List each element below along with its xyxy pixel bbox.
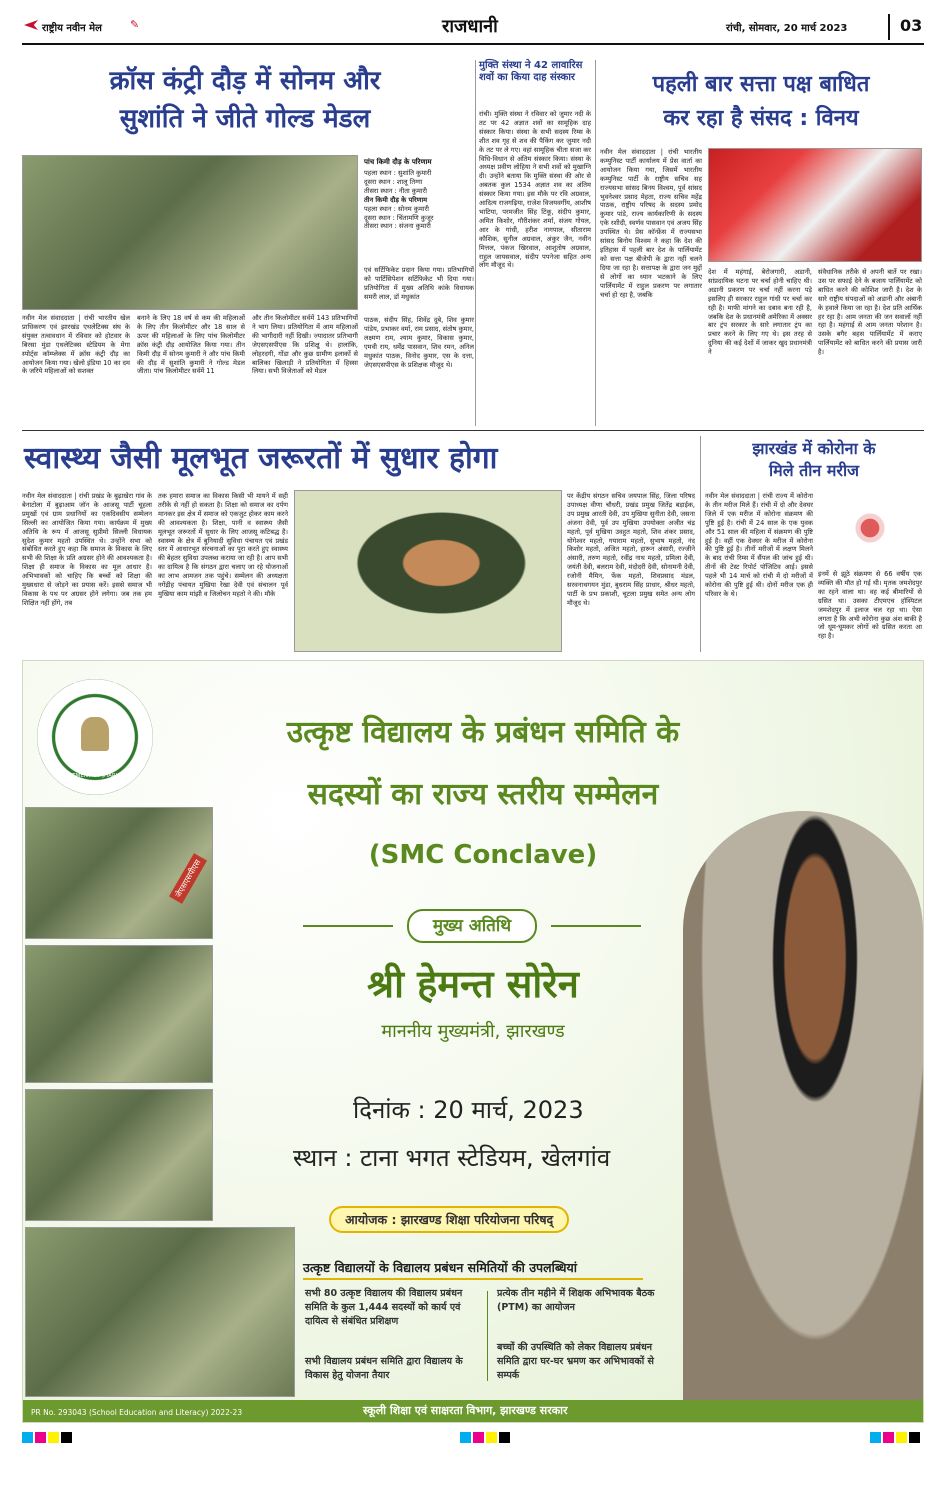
registration-swatch	[883, 1432, 894, 1443]
registration-swatch	[35, 1432, 46, 1443]
registration-swatch	[61, 1432, 72, 1443]
ornament-right	[551, 925, 641, 927]
guest-title: माननीय मुख्यमंत्री, झारखण्ड	[381, 1021, 565, 1042]
story4-col1: नवीन मेल संवाददाता | रांची प्रखंड के बुढ़ाखेरा गांव के बेनाटोला में बुढ़ाआम जॉन के आजसू पार्टी चूहला प्रमुखों एवं ग्राम प्रधानियों का एकदिवसीय सम्मेलन सिल्ली का आयोजित किया गया। कार्यक्रम में मुख्य अतिथि के रूप में आजसू सुप्रीमो सिल्ली विधायक सुदेश कुमार महतो उपस्थित थे। उन्होंने सभा को संबोधित करते हुए कहा कि समाज के विकास के लिए सभी की शिक्षा के प्रति अग्रसर होने की आवश्यकता है। शिक्षा ही समाज के विकास का मूल आधार है। अभिभावकों को चाहिए कि बच्चों को शिक्षा की मुख्यधारा से जोड़ने का प्रयास करें। इससे समाज भी विकास के पथ पर अग्रसर होने लगेगा। जब तक हम शिक्षित नहीं होंगे, तब	[22, 492, 152, 607]
result-item: पहला स्थान : सुशांति कुमारी	[364, 169, 432, 177]
achievement-divider	[487, 1291, 488, 1381]
result-item: दूसरा स्थान : चिंतामणि कुजूर	[364, 213, 434, 222]
story3-col2: देश में महंगाई, बेरोजगारी, अडानी, सांप्रदायिक घटना पर चर्चा होनी चाहिए थी। अडानी प्रकरण पर चर्चा नहीं करना पड़े इसलिए ही सरकार राहुल गांधी पर चर्चा कर रही है। माफी मांगने का दबाव बना रही है, जबकि देश के प्रधानमंत्री अमेरिका में अक्सर बार ट्रंप सरकार के सारे लगातार ट्रंप का प्रचार करने के लिए गए थे। इस तरह से दुनिया की कई देशों में जाकर खुद प्रधानमंत्री ने	[708, 268, 812, 357]
registration-swatch	[486, 1432, 497, 1443]
achievements-rule	[303, 1278, 643, 1280]
registration-swatch	[896, 1432, 907, 1443]
result-item: तीसरा स्थान : संजना कुमारी	[364, 222, 431, 231]
ornament-left	[303, 925, 393, 927]
story5-headline	[705, 438, 923, 482]
ad-subtitle: (SMC Conclave)	[368, 840, 598, 870]
story5-headline-line2: मिले तीन मरीज	[769, 461, 859, 480]
registration-marks	[22, 1432, 924, 1446]
story1-col3: और तीन किलोमीटर सर्वमें 143 प्रतिभागियों ने भाग लिया। प्रतियोगिता में आम महिलाओं की भागीदारी नहीं दिखी। ज्यादातर प्रतिभागी जेएसएसपीएस कि प्रशिक्षु थे। हालांकि, लोहरदगी, गोंडा और कुछ ग्रामीण इलाकों से बालिका खिलाड़ी ने प्रतियोगिता में हिस्सा लिया। सभी विजेताओं को मेडल	[252, 314, 358, 376]
emblem-ring-text: DEPARTMENT OF JHARKHAND	[54, 773, 136, 779]
sash-text: जेएसएसपीएस	[169, 853, 207, 904]
story3-photo	[708, 148, 922, 262]
paper-icon: ✎	[130, 18, 140, 31]
story1-col1: नवीन मेल संवाददाता | रांची भारतीय खेल प्राधिकरण एवं झारखंड एथलेटिक्स संघ के संयुक्त तत्वावधान में रविवार को होटवार के बिरसा मुंडा एथलेटिक्स स्टेडियम के मेगा स्पोर्ट्स कॉम्प्लेक्स में क्रॉस कंट्री दौड़ का आयोजन किया गया। खेलो इंडिया 10 का दम के जरिये महिलाओं को सशक्त	[22, 314, 130, 376]
story4-photo	[294, 490, 562, 652]
paper-name: राष्ट्रीय नवीन मेल	[42, 23, 102, 34]
ad-title-line2: सदस्यों का राज्य स्तरीय सम्मेलन	[307, 777, 659, 812]
registration-swatch	[909, 1432, 920, 1443]
event-venue: स्थान : टाना भगत स्टेडियम, खेलगांव	[293, 1144, 611, 1172]
event-date: दिनांक : 20 मार्च, 2023	[353, 1096, 584, 1124]
footer-department: स्कूली शिक्षा एवं साक्षरता विभाग, झारखण्ड सरकार	[363, 1404, 568, 1417]
registration-swatch	[870, 1432, 881, 1443]
guest-portrait	[683, 811, 923, 1401]
collage-photo-4	[25, 1227, 295, 1397]
emblem-text: झारखण्ड सरकार	[73, 681, 117, 689]
story1-headline-line2: सुशांति ने जीते गोल्ड मेडल	[119, 104, 371, 134]
registration-swatch	[473, 1432, 484, 1443]
organizer-chip: आयोजक : झारखण्ड शिक्षा परियोजना परिषद्	[329, 1206, 569, 1233]
story2-headline: मुक्ति संस्था ने 42 लावारिस शवों का किया दाह संस्कार	[479, 60, 583, 83]
story1-results	[364, 157, 474, 231]
story1-headline	[30, 62, 460, 138]
story5-col1: नवीन मेल संवाददाता | रांची राज्य में कोरोना के तीन मरीज मिले हैं। रांची में दो और देवघर जिले में एक मरीज में कोरोना संक्रमण की पुष्टि हुई है। रांची में 24 साल के एक युवक और 51 साल की महिला में संक्रमण की पुष्टि हुई है। वहीं एक देवघर के मरीज में कोरोना की पुष्टि हुई है। तीनों मरीजों में लक्षण मिलने के बाद रांची रिम्स में सैंपल की जांच हुई थी। तीनों की टेस्ट रिपोर्ट पॉजिटिव आई। इससे पहले भी 14 मार्च को रांची में दो मरीजों में कोरोना की पुष्टि हुई थी। दोनों मरीज एक ही परिवार के थे।	[705, 492, 813, 598]
result-item: दूसरा स्थान : शालू तिग्गा	[364, 177, 423, 186]
story1-results-title: पांच किमी दौड़ के परिणाम	[364, 158, 432, 166]
collage-photo-2	[25, 945, 213, 1083]
masthead	[22, 14, 924, 44]
registration-swatch	[499, 1432, 510, 1443]
result-item: पहला स्थान : सोनम कुमारी	[364, 204, 429, 213]
dateline: रांची, सोमवार, 20 मार्च 2023	[726, 23, 848, 34]
story3-headline-line1: पहली बार सत्ता पक्ष बाधित	[652, 72, 870, 97]
story1-col4: पाठक, संदीप सिंह, शिवेंद्र दुबे, शिव कुमार पांडेय, प्रभाकर वर्मा, राम प्रसाद, संतोष कुमार, लक्ष्मण राम, श्याम कुमार, विकास कुमार, एमवी राय, धर्मेंद्र पासवान, शिव रमन, अनिल मधुकांत पाठक, विनोद कुमार, एस के दत्ता, जेएसएसपीएस के प्रशिक्षक मौजूद थे।	[364, 316, 474, 369]
emblem-lion-icon	[81, 717, 109, 751]
section-title: राजधानी	[442, 16, 498, 37]
collage-photo-3	[25, 1089, 213, 1221]
story5-col2: इनमें से झूठे संक्रमण से 66 वर्षीय एक व्यक्ति की मौत हो गई थी। मृतक जमशेदपुर का रहने वाला था। वह कई बीमारियों से ग्रसित था। उसका टीएमएच हॉस्पिटल जमशेदपुर में इलाज चल रहा था। ऐसा लगता है कि अभी कोरोना कुछ अंश बाकी है जो धूम-घूमकर लोगों को ग्रसित करता आ रहा है।	[818, 570, 922, 641]
story5-headline-line1: झारखंड में कोरोना के	[752, 439, 876, 458]
story3-col3: संवैधानिक तरीके से अपनी बातें पर रखा। उस पर सफाई देने के बजाय पार्लियामेंट को बाधित करने की कोशिश जारी है। देश के सारे राष्ट्रीय संपदाओं को अडानी और अंबानी के हवाले किया जा रहा है। देश प्रति आर्थिक हर रहा है। आम जनता की जन सवालों नहीं रहा है। महंगाई से आम जनता परेशान है। उसके बगैर बहस पार्लियामेंट में कराए पार्लियामेंट को बाधित करने की प्रयास जारी है।	[818, 268, 922, 357]
masthead-rule	[22, 43, 924, 45]
chief-guest-label: मुख्य अतिथि	[407, 909, 537, 943]
story3-headline	[600, 68, 922, 136]
guest-name: श्री हेमन्त सोरेन	[367, 962, 579, 1006]
story1-photo	[22, 155, 358, 310]
achievement-point: प्रत्येक तीन महीने में शिक्षक अभिभावक बैठक (PTM) का आयोजन	[497, 1288, 655, 1313]
page-number: 03	[900, 16, 923, 35]
ad-title-line1: उत्कृष्ट विद्यालय के प्रबंधन समिति के	[286, 715, 680, 750]
story4-col2: तक हमारा समाज का विकास किसी भी मायने में सही तरीके से नहीं हो सकता है। शिक्षा को समाज का दर्पण मानकर इस क्षेत्र में समाज को एकजुट होकर काम करने की आवश्यकता है। शिक्षा, पानी व स्वास्थ्य जैसी मूलभूत जरूरतों में सुधार के लिए आजसू कटिबद्ध है। स्वास्थ्य के क्षेत्र में बुनियादी सुविधा पंचायत एवं प्रखंड स्तर में आधारभूत संरचनाओं का पूरा करते हुए स्वास्थ्य की बेहतर सुविधा उपलब्ध कराया जा रही है। आप सभी का दायित्व है कि संगठन द्वारा चलाए जा रहे योजनाओं का लाभ आमजन तक पहुंचे। सम्मेलन की अध्यक्षता नगेंद्रीह पंचायत मुखिया रेखा देवी एवं संचालन पूर्व मुखिया काम मांझी व जिलोचन महतो ने की। मौके	[158, 492, 288, 598]
paper-logo-icon	[24, 20, 38, 30]
achievement-point: सभी 80 उत्कृष्ट विद्यालय की विद्यालय प्रबंधन समिति के कुल 1,444 सदस्यों को कार्य एवं दायित्व से संबंधित प्रशिक्षण	[305, 1288, 463, 1327]
registration-swatch	[22, 1432, 33, 1443]
achievements-title: उत्कृष्ट विद्यालयों के विद्यालय प्रबंधन समितियों की उपलब्धियां	[303, 1260, 577, 1275]
pr-number: PR No. 293043 (School Education and Literacy) 2022-23	[31, 1408, 243, 1417]
registration-swatch	[460, 1432, 471, 1443]
achievement-point: सभी विद्यालय प्रबंधन समिति द्वारा विद्यालय के विकास हेतु योजना तैयार	[305, 1356, 463, 1381]
virus-image	[818, 490, 922, 566]
result-item: तीन किमी दौड़ के परिणाम	[364, 195, 428, 204]
story4-col3: पर केंद्रीय संगठन सचिव जयपाल सिंह, जिला परिषद उपाध्यक्ष वीणा चौधरी, प्रखंड प्रमुख जितेंद्र बड़ाईक, उप प्रमुख आरती देवी, उप मुखिया सुनीता देवी, जसना अंजना देवी, पूर्व उप मुखिया उपयोक्ता अजीत चंद्र महतो, पूर्व मुखिया उवहुत महतो, शिव शंकर प्रसाद, योगेश्वर महतो, गयाराम महतो, सुभाष महतो, नंद किशोर महतो, अजित महतो, हारून अंसारी, रज्जीने अंसारी, तरुण महतो, रवींद्र नाथ महतो, प्रमिला देवी, जयंती देवी, बलराम देवी, मंदोदरी देवी, सोनामनी देवी, रजोनी मैमिन, फेंक महतो, शिवप्रसाद मंडल, सरवनाथगयन मुंडा, बुधराम सिंह प्राधार, श्रीधर महतो, पार्टी के प्रभ प्रकाशी, चूटला प्रमुख समेत अन्य लोग मौजूद थे।	[567, 492, 695, 607]
smc-conclave-ad	[22, 660, 924, 1423]
story1-col4-top: एवं सर्टिफिकेट प्रदान किया गया। प्रतिभागियों को पार्टिसिपेशन सर्टिफिकेट भी दिया गया। प्रतियोगिता में मुख्य अतिथि कांके विधायक समरी लाल, डॉ मधुकांत	[364, 266, 474, 301]
story1-headline-line1: क्रॉस कंट्री दौड़ में सोनम और	[109, 66, 381, 96]
story2-body: रांची। मुक्ति संस्था ने रविवार को जुमार नदी के तट पर 42 अज्ञात शवों का सामूहिक दाह संस्कार किया। संस्था के सभी सदस्य रिम्स के शीत शव गृह से शव की पैकिंग कर जुमार नदी के तट पर ले गए। वहां सामूहिक चीता सजा कर विधि-विधान से अंतिम संस्कार किया। संस्था के अध्यक्ष प्रवीण लोहिया ने सभी शवों को मुखाग्नि दी। उन्होंने बताया कि मुक्ति संस्था की ओर से अबतक कुल 1534 अज्ञात शव का अंतिम संस्कार किया गया। इस मौके पर रवि अग्रवाल, आदित्य राजगढ़िया, राजेश विजयवर्गीय, आशीष भाटिया, परमजीत सिंह टिंकू, संदीप कुमार, अमित किशोर, गौरीशंकर शर्मा, संजय गोयल, आर के गांधी, हरीश नागपाल, सीताराम कौशिक, सुनील अग्रवाल, अंकुर जैन, नवीन मित्तल, पंकज खिरवाल, आशुतोष अग्रवाल, राहुल जायसवाल, संदीप पपनेजा सहित अन्य लोग मौजूद थे।	[479, 110, 591, 270]
story1-col2: बनाने के लिए 18 वर्ष से कम की महिलाओं के लिए तीन किलोमीटर और 18 साल से ऊपर की महिलाओं के लिए पांच किलोमीटर क्रॉस कंट्री दौड़ आयोजित किया गया। तीन किमी दौड़ में सोनम कुमारी ने और पांच किमी की दौड़ में सुशांति कुमारी ने गोल्ड मेडल जीता। पांच किलोमीटर सर्वमें 11	[137, 314, 245, 376]
registration-swatch	[48, 1432, 59, 1443]
story4-headline: स्वास्थ्य जैसी मूलभूत जरूरतों में सुधार होगा	[24, 441, 498, 476]
result-item: तीसरा स्थान : नीता कुमारी	[364, 186, 427, 195]
story3-col1: नवीन मेल संवाददाता | रांची भारतीय कम्युनिस्ट पार्टी कार्यालय में प्रेस वार्ता का आयोजन किया गया, जिसमें भारतीय कम्युनिस्ट पार्टी के राष्ट्रीय सचिव सह राज्यसभा सांसद बिनय विश्वम, पूर्व सांसद भुवनेश्वर प्रसाद मेहता, राज्य सचिव महेंद्र पाठक, राष्ट्रीय परिषद के सदस्य प्रमोद कुमार पांडे, राज्य कार्यकारिणी के सदस्य एके रशीदी, स्वर्णव पासवान एवं अजय सिंह उपस्थित थे। प्रेस कॉन्फ्रेंस में राज्यसभा सांसद बिनोय विश्वम ने कहा कि देश की इतिहास में पहली बार देश के पार्लियामेंट को सत्ता पक्ष बीजेपी के द्वारा नहीं चलने दिया जा रहा है। सत्तापक्ष के द्वारा जन मुद्दों से लोगों का ध्यान भटकाने के लिए पार्लियामेंट में राहुल प्रकरण पर लगातार चर्चा हो रहा है, जबकि	[600, 148, 702, 299]
achievement-point: बच्चों की उपस्थिति को लेकर विद्यालय प्रबंधन समिति द्वारा घर-घर भ्रमण कर अभिभावकों से सम्पर्क	[497, 1342, 654, 1381]
story3-headline-line2: कर रहा है संसद : विनय	[663, 106, 859, 131]
